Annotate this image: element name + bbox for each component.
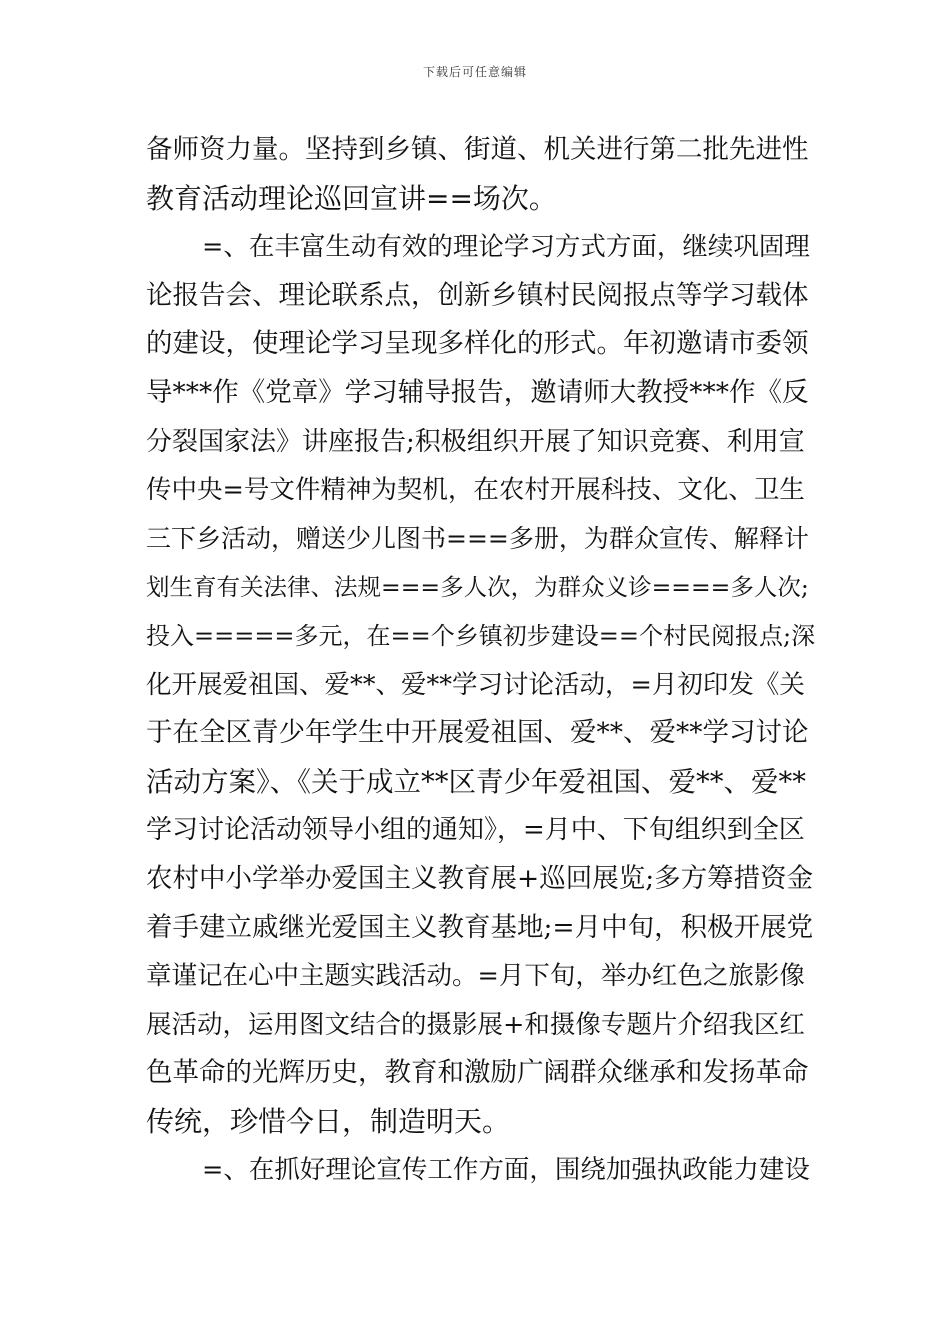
text-line: 三下乡活动，赠送少儿图书===多册，为群众宣传、解释计 [146,523,809,553]
text-line: 的建设，使理论学习呈现多样化的形式。年初邀请市委领 [146,328,809,360]
page-header: 下载后可任意编辑 [422,65,527,79]
document-body [146,126,816,1195]
text-line: 教育活动理论巡回宣讲==场次。 [146,181,557,215]
text-line: 化开展爱祖国、爱**、爱**学习讨论活动，=月初印发《关 [146,669,805,700]
text-line: 划生育有关法律、法规===多人次，为群众义诊====多人次; [146,573,809,602]
text-line: 传统，珍惜今日，制造明天。 [146,1104,511,1138]
paragraph-start-line: =、在丰富生动有效的理论学习方式方面，继续巩固理 [202,232,810,263]
text-line: 投入=====多元，在==个乡镇初步建设==个村民阅报点;深 [146,621,816,650]
text-line: 色革命的光辉历史，教育和激励广阔群众继承和发扬革命 [146,1057,809,1089]
text-line: 展活动，运用图文结合的摄影展+和摄像专题片介绍我区红 [146,1009,805,1040]
text-line: 传中央=号文件精神为契机，在农村开展科技、文化、卫生 [146,475,805,506]
text-line: 备师资力量。坚持到乡镇、街道、机关进行第二批先进性 [146,134,809,165]
paragraph-start-line: =、在抓好理论宣传工作方面，围绕加强执政能力建设 [202,1155,810,1186]
text-line: 农村中小学举办爱国主义教育展+巡回展览;多方筹措资金 [146,862,814,894]
text-line: 论报告会、理论联系点，创新乡镇村民阅报点等学习载体 [146,279,809,311]
text-line: 分裂国家法》讲座报告;积极组织开展了知识竞赛、利用宣 [146,426,805,457]
text-line: 章谨记在心中主题实践活动。=月下旬，举办红色之旅影像 [146,961,805,992]
text-line: 导***作《党章》学习辅导报告，邀请师大教授***作《反 [146,376,809,408]
text-line: 学习讨论活动领导小组的通知》，=月中、下旬组织到全区 [146,815,805,846]
text-line: 于在全区青少年学生中开展爱祖国、爱**、爱**学习讨论 [146,717,809,749]
text-line: 活动方案》、《关于成立**区青少年爱祖国、爱**、爱** [146,765,806,798]
text-line: 着手建立戚继光爱国主义教育基地;=月中旬，积极开展党 [146,911,814,943]
